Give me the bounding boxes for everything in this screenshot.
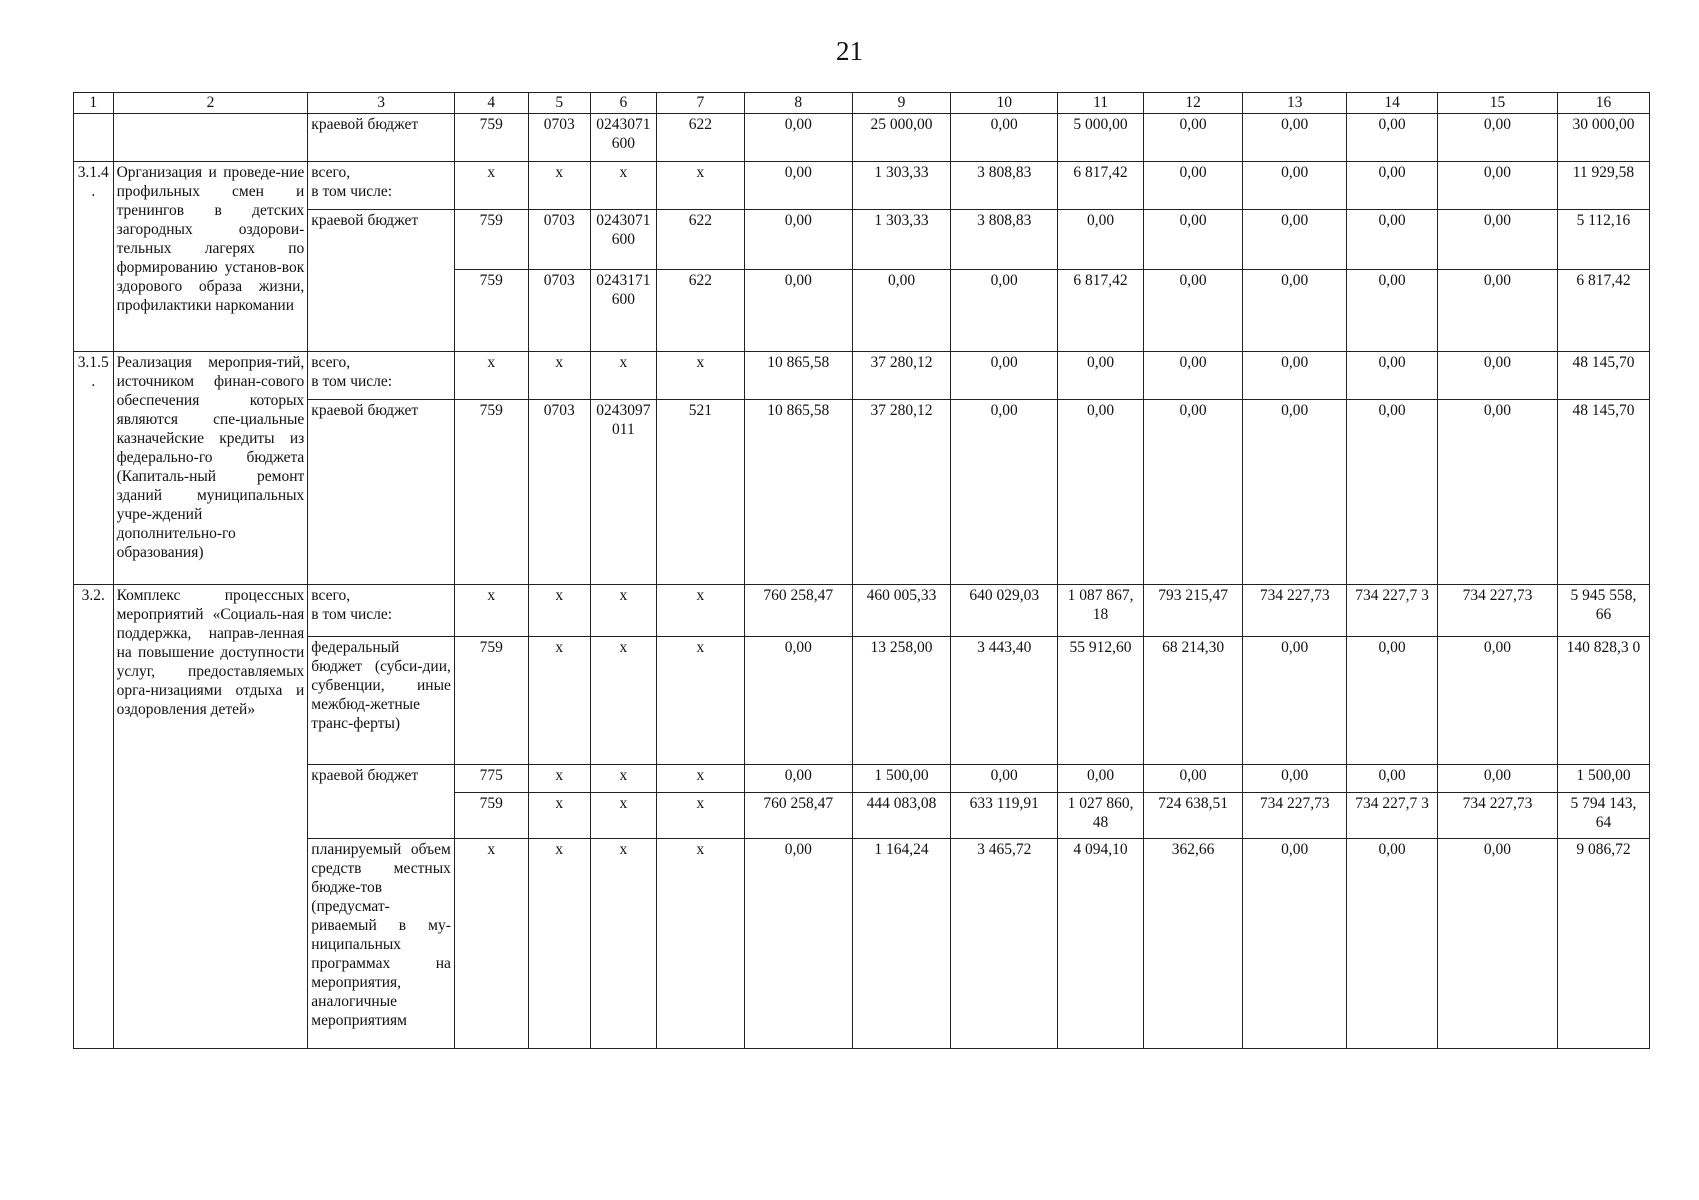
cell-value: x (528, 162, 590, 210)
cell-value: 759 (454, 270, 528, 352)
cell-value: 0,00 (1143, 210, 1243, 270)
cell-value: 6 817,42 (1058, 162, 1144, 210)
cell-value: 5 112,16 (1557, 210, 1649, 270)
cell-value: 759 (454, 400, 528, 585)
cell-value: 0,00 (1438, 839, 1558, 1049)
cell-value: 0,00 (1438, 352, 1558, 400)
funding-source: всего, в том числе: (308, 585, 455, 637)
cell-value: 0243097 011 (590, 400, 656, 585)
cell-value: 0,00 (1058, 210, 1144, 270)
cell-value: 734 227,7 3 (1347, 793, 1438, 839)
cell-value: x (590, 585, 656, 637)
cell-value: 759 (454, 793, 528, 839)
table-row (74, 162, 1650, 210)
cell-value: 11 929,58 (1557, 162, 1649, 210)
cell-value: 5 794 143, 64 (1557, 793, 1649, 839)
cell-value: 0,00 (1243, 352, 1347, 400)
cell-value: 0,00 (1058, 400, 1144, 585)
cell-value: 3 465,72 (951, 839, 1058, 1049)
cell-value: 0,00 (951, 352, 1058, 400)
cell-value: 1 303,33 (852, 210, 950, 270)
cell-value: 0,00 (744, 210, 852, 270)
cell-value: 734 227,7 3 (1347, 585, 1438, 637)
cell-value: 0,00 (1347, 210, 1438, 270)
cell-value: 0,00 (1243, 162, 1347, 210)
cell-value: 0,00 (1438, 210, 1558, 270)
cell-value: 1 303,33 (852, 162, 950, 210)
cell-value: 0,00 (1243, 839, 1347, 1049)
cell-value: x (528, 839, 590, 1049)
cell-value: 0,00 (1143, 352, 1243, 400)
cell-value: 0,00 (951, 400, 1058, 585)
cell-value: 0243071 600 (590, 114, 656, 162)
cell-value: 724 638,51 (1143, 793, 1243, 839)
table-row (74, 839, 1650, 1049)
cell-value: 775 (454, 765, 528, 793)
cell-value: x (590, 162, 656, 210)
cell-value: 1 164,24 (852, 839, 950, 1049)
cell-value: x (590, 793, 656, 839)
column-header: 2 (113, 93, 308, 114)
column-header: 14 (1347, 93, 1438, 114)
cell-value: 37 280,12 (852, 400, 950, 585)
cell-value: 0,00 (744, 162, 852, 210)
column-header: 9 (852, 93, 950, 114)
funding-source: всего, в том числе: (308, 352, 455, 400)
cell-value: 3 808,83 (951, 210, 1058, 270)
budget-table (73, 92, 1650, 1049)
cell-value: 5 000,00 (1058, 114, 1144, 162)
row-name: Организация и проведе-ние профильных смен и тренингов в детских загородных оздорови-тельных лагерях по формированию установ-вок здорового образа жизни, профилактики наркомании (113, 162, 308, 352)
cell-value: x (590, 765, 656, 793)
cell-value: x (454, 162, 528, 210)
cell-value: 622 (657, 114, 745, 162)
column-header: 10 (951, 93, 1058, 114)
cell-value: x (657, 637, 745, 765)
cell-value: x (657, 162, 745, 210)
cell-value: 0703 (528, 400, 590, 585)
column-header: 13 (1243, 93, 1347, 114)
cell-value: 444 083,08 (852, 793, 950, 839)
cell-value: 0,00 (1347, 270, 1438, 352)
cell-value: 1 500,00 (1557, 765, 1649, 793)
table-row (74, 585, 1650, 637)
table-row (74, 400, 1650, 585)
cell-value: 0,00 (1243, 270, 1347, 352)
column-header: 11 (1058, 93, 1144, 114)
cell-value: 30 000,00 (1557, 114, 1649, 162)
cell-value: 460 005,33 (852, 585, 950, 637)
funding-source: всего, в том числе: (308, 162, 455, 210)
cell-value: 1 087 867, 18 (1058, 585, 1144, 637)
row-number: 3.1.4 . (74, 162, 114, 352)
column-header: 16 (1557, 93, 1649, 114)
cell-value: 0,00 (1243, 210, 1347, 270)
cell-value: 0243071 600 (590, 210, 656, 270)
cell-value: 6 817,42 (1557, 270, 1649, 352)
row-name: Реализация мероприя-тий, источником финан-сового обеспечения которых являются спе-циальные казначейские кредиты из федерально-го бюджета (Капиталь-ный ремонт зданий муниципальных учре-ждений дополнительно-го образования) (113, 352, 308, 585)
cell-value: 0703 (528, 210, 590, 270)
funding-source: краевой бюджет (308, 765, 455, 839)
cell-value: 68 214,30 (1143, 637, 1243, 765)
row-number: 3.2. (74, 585, 114, 1049)
cell-value: 140 828,3 0 (1557, 637, 1649, 765)
cell-value: 0,00 (1347, 839, 1438, 1049)
cell-value: 0,00 (1438, 162, 1558, 210)
cell-value: x (454, 585, 528, 637)
funding-source: планируемый объем средств местных бюдже-тов (предусмат-риваемый в му-ниципальных программах на мероприятия, аналогичные мероприятиям (308, 839, 455, 1049)
column-header: 5 (528, 93, 590, 114)
cell-value: 0,00 (744, 765, 852, 793)
funding-source: краевой бюджет (308, 400, 455, 585)
cell-value: x (590, 637, 656, 765)
row-name (113, 114, 308, 162)
cell-value: 793 215,47 (1143, 585, 1243, 637)
column-header: 1 (74, 93, 114, 114)
cell-value: 0,00 (1438, 400, 1558, 585)
column-header: 6 (590, 93, 656, 114)
table-row (74, 765, 1650, 793)
cell-value: 0,00 (744, 839, 852, 1049)
table-row (74, 352, 1650, 400)
funding-source: краевой бюджет (308, 210, 455, 352)
cell-value: 734 227,73 (1438, 793, 1558, 839)
column-header: 7 (657, 93, 745, 114)
cell-value: 0,00 (951, 270, 1058, 352)
cell-value: x (528, 765, 590, 793)
cell-value: x (528, 793, 590, 839)
cell-value: x (657, 765, 745, 793)
cell-value: 0,00 (1438, 637, 1558, 765)
cell-value: 760 258,47 (744, 585, 852, 637)
cell-value: 0,00 (1143, 162, 1243, 210)
cell-value: 3 808,83 (951, 162, 1058, 210)
column-header: 3 (308, 93, 455, 114)
funding-source: краевой бюджет (308, 114, 455, 162)
cell-value: 0,00 (1243, 114, 1347, 162)
cell-value: 0,00 (1243, 400, 1347, 585)
cell-value: 0,00 (1143, 114, 1243, 162)
cell-value: 48 145,70 (1557, 352, 1649, 400)
cell-value: 521 (657, 400, 745, 585)
cell-value: 760 258,47 (744, 793, 852, 839)
cell-value: 0,00 (1438, 114, 1558, 162)
cell-value: 734 227,73 (1243, 585, 1347, 637)
cell-value: 622 (657, 210, 745, 270)
cell-value: x (590, 352, 656, 400)
cell-value: 0,00 (1058, 352, 1144, 400)
cell-value: 0,00 (1438, 765, 1558, 793)
cell-value: 0,00 (1143, 400, 1243, 585)
cell-value: 1 027 860, 48 (1058, 793, 1144, 839)
column-header: 12 (1143, 93, 1243, 114)
cell-value: x (657, 352, 745, 400)
cell-value: 0,00 (951, 765, 1058, 793)
cell-value: x (528, 352, 590, 400)
cell-value: 759 (454, 210, 528, 270)
cell-value: 0,00 (1243, 637, 1347, 765)
cell-value: 0,00 (852, 270, 950, 352)
row-number: 3.1.5 . (74, 352, 114, 585)
cell-value: x (454, 839, 528, 1049)
cell-value: 0,00 (1143, 765, 1243, 793)
cell-value: 734 227,73 (1438, 585, 1558, 637)
cell-value: x (657, 839, 745, 1049)
cell-value: 0703 (528, 270, 590, 352)
table-row (74, 114, 1650, 162)
table-row (74, 637, 1650, 765)
cell-value: 0,00 (1243, 765, 1347, 793)
cell-value: 9 086,72 (1557, 839, 1649, 1049)
cell-value: 0,00 (1143, 270, 1243, 352)
cell-value: 759 (454, 114, 528, 162)
funding-source: федеральный бюджет (субси-дии, субвенции, иные межбюд-жетные транс-ферты) (308, 637, 455, 765)
cell-value: 0,00 (1347, 637, 1438, 765)
cell-value: 622 (657, 270, 745, 352)
header-row (74, 93, 1650, 114)
cell-value: 0,00 (951, 114, 1058, 162)
cell-value: 0243171 600 (590, 270, 656, 352)
cell-value: 5 945 558, 66 (1557, 585, 1649, 637)
cell-value: x (590, 839, 656, 1049)
cell-value: 6 817,42 (1058, 270, 1144, 352)
cell-value: 0,00 (1058, 765, 1144, 793)
table-row (74, 210, 1650, 270)
cell-value: 0,00 (744, 270, 852, 352)
cell-value: x (657, 585, 745, 637)
cell-value: x (657, 793, 745, 839)
column-header: 15 (1438, 93, 1558, 114)
cell-value: 25 000,00 (852, 114, 950, 162)
column-header: 4 (454, 93, 528, 114)
row-number (74, 114, 114, 162)
cell-value: 0,00 (1347, 400, 1438, 585)
cell-value: 1 500,00 (852, 765, 950, 793)
cell-value: 0,00 (1347, 114, 1438, 162)
cell-value: 0,00 (1347, 162, 1438, 210)
cell-value: x (454, 352, 528, 400)
cell-value: x (528, 637, 590, 765)
cell-value: 0,00 (744, 637, 852, 765)
cell-value: 633 119,91 (951, 793, 1058, 839)
cell-value: 0,00 (1438, 270, 1558, 352)
cell-value: 759 (454, 637, 528, 765)
cell-value: 37 280,12 (852, 352, 950, 400)
cell-value: 0703 (528, 114, 590, 162)
column-header: 8 (744, 93, 852, 114)
cell-value: 13 258,00 (852, 637, 950, 765)
cell-value: 734 227,73 (1243, 793, 1347, 839)
cell-value: 0,00 (744, 114, 852, 162)
cell-value: 10 865,58 (744, 352, 852, 400)
cell-value: x (528, 585, 590, 637)
cell-value: 0,00 (1347, 765, 1438, 793)
cell-value: 55 912,60 (1058, 637, 1144, 765)
row-name: Комплекс процессных мероприятий «Социаль-ная поддержка, направ-ленная на повышение доступности услуг, предоставляемых орга-низациями отдыха и оздоровления детей» (113, 585, 308, 1049)
page-number: 21 (836, 36, 863, 66)
cell-value: 3 443,40 (951, 637, 1058, 765)
cell-value: 362,66 (1143, 839, 1243, 1049)
cell-value: 4 094,10 (1058, 839, 1144, 1049)
cell-value: 10 865,58 (744, 400, 852, 585)
cell-value: 48 145,70 (1557, 400, 1649, 585)
cell-value: 0,00 (1347, 352, 1438, 400)
cell-value: 640 029,03 (951, 585, 1058, 637)
